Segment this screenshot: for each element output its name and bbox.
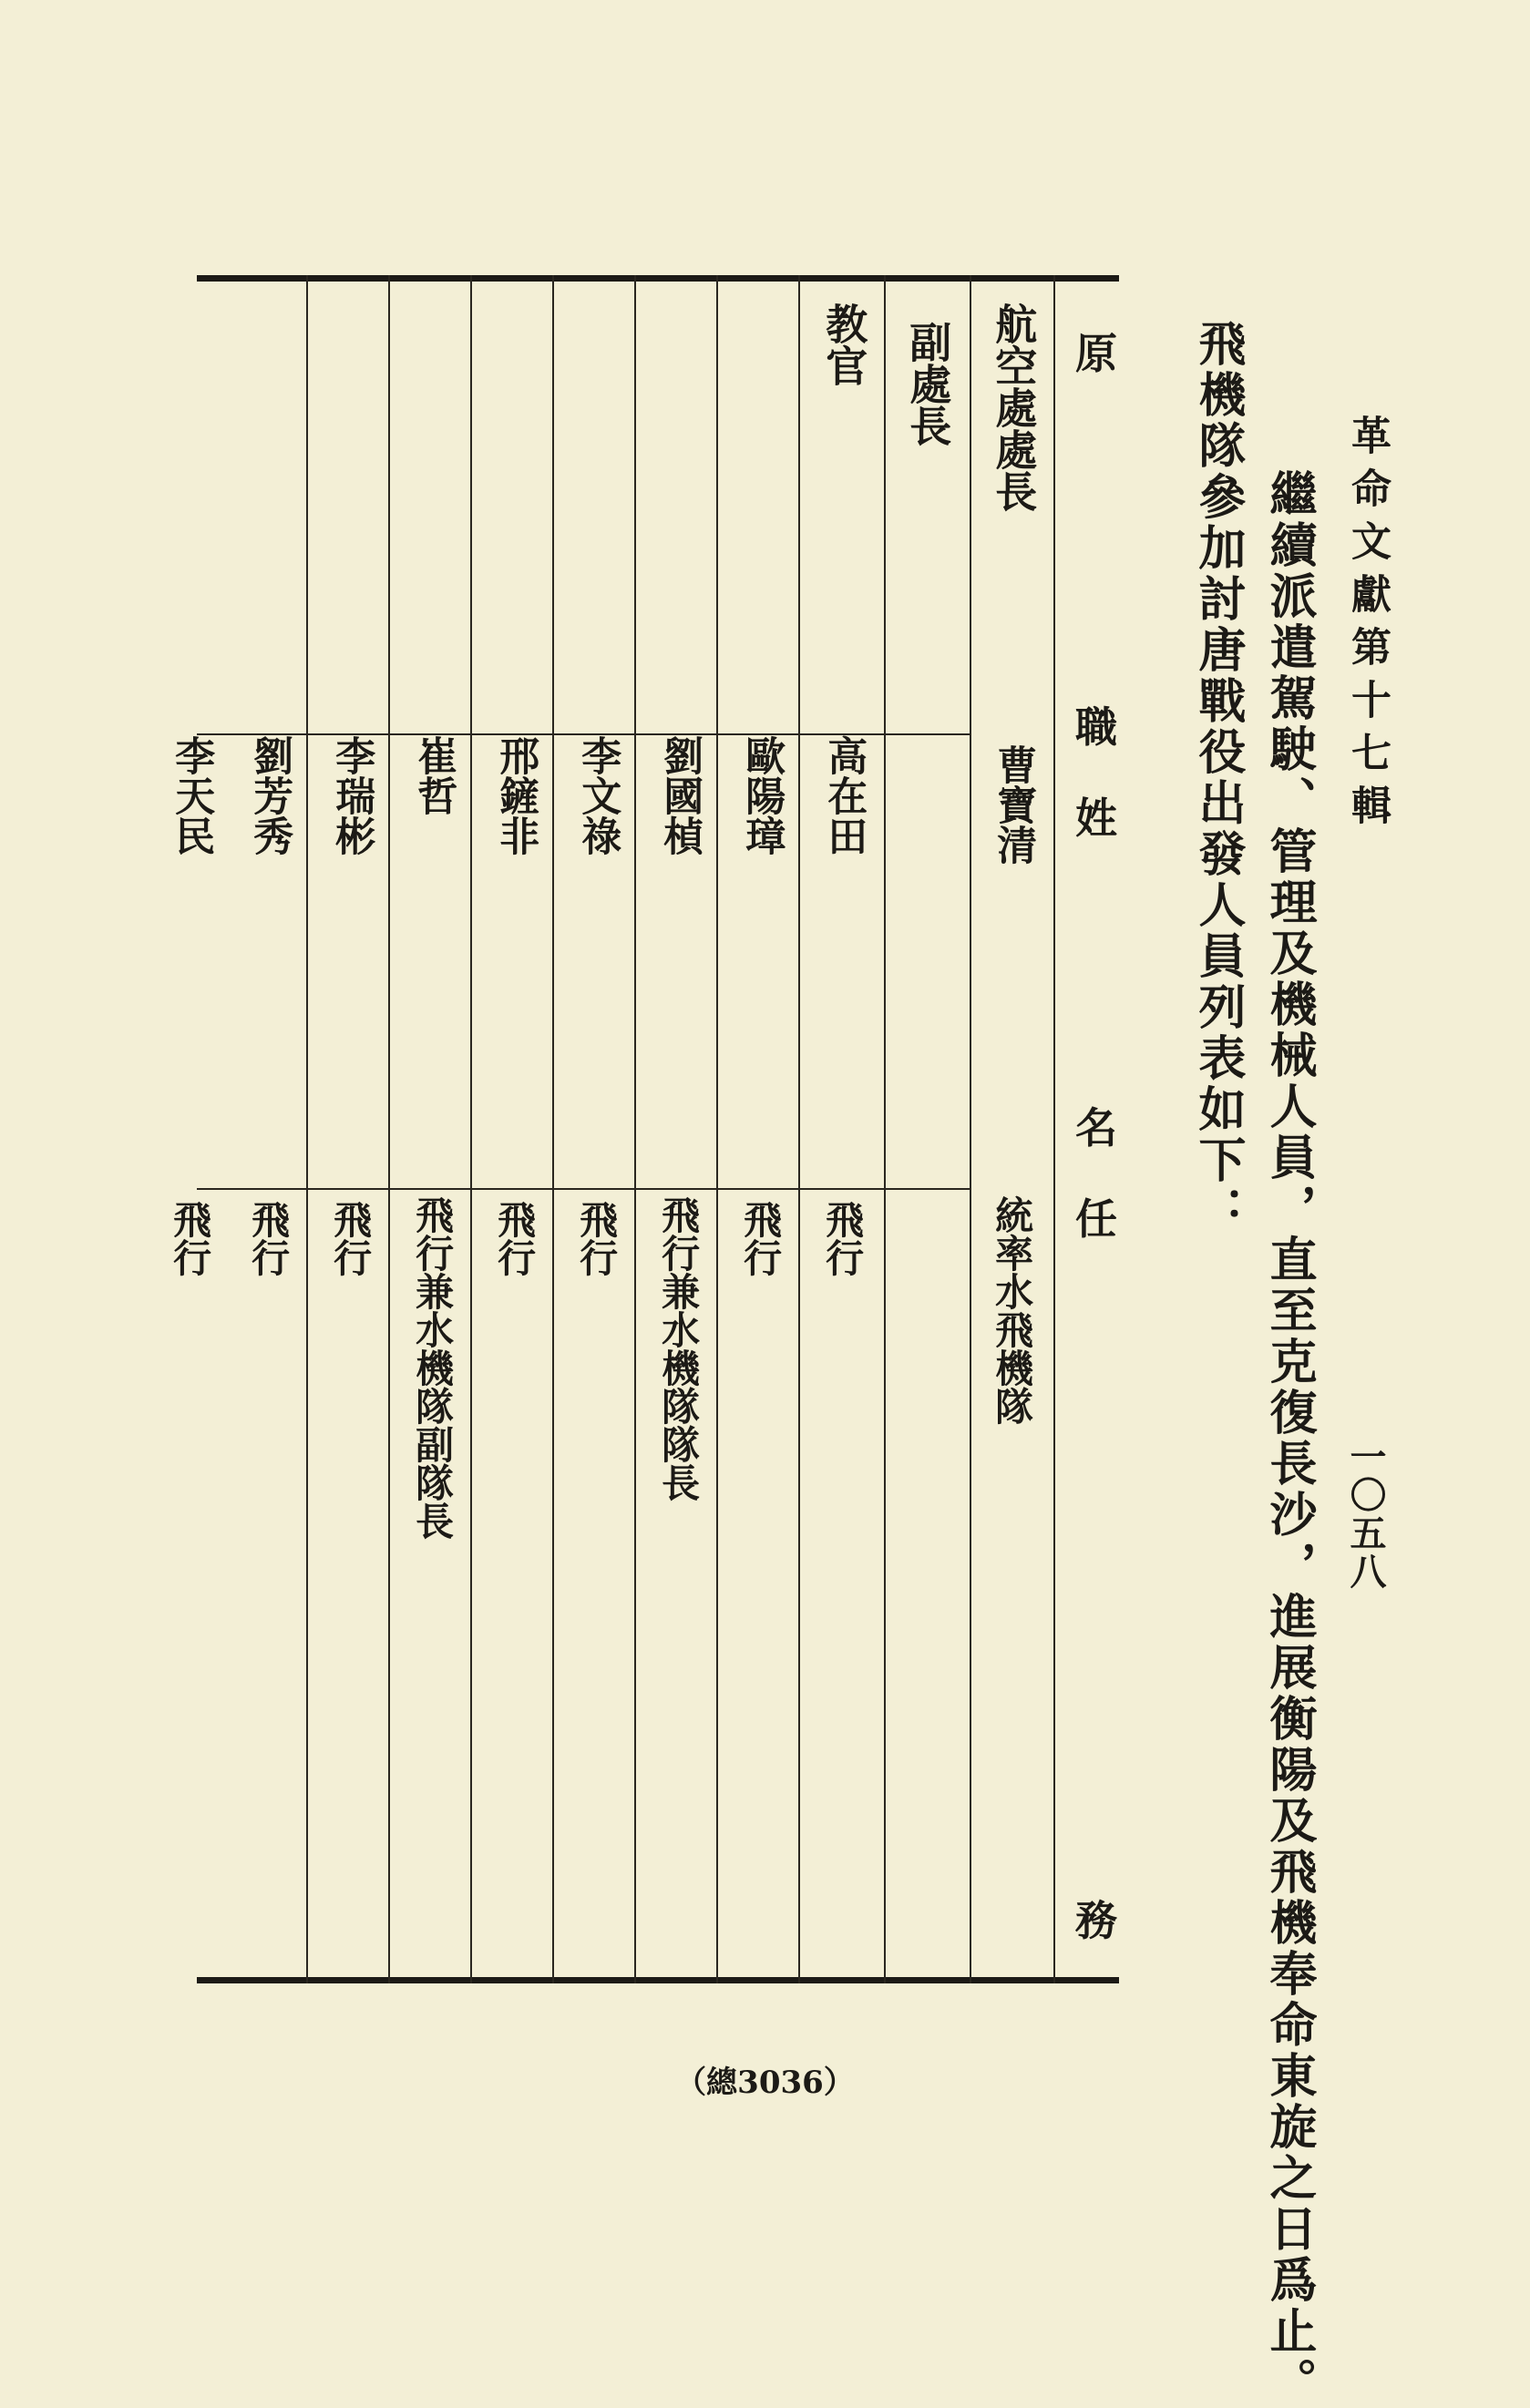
header-name-bottom: 名 <box>1075 1103 1117 1153</box>
row-10-name: 劉芳秀 <box>246 735 293 856</box>
row-11-name: 李天民 <box>168 735 215 856</box>
row-5-duty-text: 飛行兼水機隊隊長 <box>656 1195 702 1501</box>
row-7-duty: 飛行 <box>492 1200 538 1276</box>
row-3-category: 教官 <box>819 302 869 386</box>
row-divider <box>197 1188 970 1190</box>
row-9-name: 李瑞彬 <box>328 735 375 856</box>
row-5-name: 劉國楨 <box>656 735 703 856</box>
header-duty-top: 任 <box>1075 1194 1117 1244</box>
column-divider <box>634 275 636 1983</box>
row-1-category: 航空處處長 <box>989 302 1039 512</box>
page-number: 一〇五八 <box>1344 1438 1387 1591</box>
header-category: 原 <box>1075 329 1117 378</box>
row-2-category: 副處長 <box>903 321 953 446</box>
table-bottom-rule <box>197 1977 1119 1983</box>
row-8-duty: 飛行兼水機隊副隊長 <box>410 1195 456 1540</box>
column-divider <box>470 275 472 1983</box>
column-divider <box>970 275 971 1983</box>
row-4-duty: 飛行 <box>738 1200 784 1276</box>
row-10-duty: 飛行 <box>246 1200 292 1276</box>
row-3-duty: 飛行 <box>820 1200 866 1276</box>
table-top-rule <box>197 275 1119 282</box>
footer-total-page: （總3036） <box>675 2065 855 2101</box>
row-9-duty: 飛行 <box>328 1200 374 1276</box>
body-text-line-1: 繼續派遣駕駛、管理及機械人員，直至克復長沙，進展衡陽及飛機奉命東旋之日爲止。 <box>1261 469 1317 2408</box>
row-6-name: 李文祿 <box>574 735 621 856</box>
row-7-name: 邢鏟非 <box>492 735 539 856</box>
row-1-name: 曹寶清 <box>990 744 1037 865</box>
row-6-duty: 飛行 <box>574 1200 620 1276</box>
column-divider <box>716 275 718 1983</box>
header-duty-bottom: 務 <box>1075 1896 1117 1945</box>
column-divider <box>388 275 390 1983</box>
row-8-name: 崔哲 <box>410 735 457 815</box>
column-divider <box>1053 275 1055 1983</box>
personnel-table <box>168 275 1119 1983</box>
header-category-2: 職 <box>1075 702 1117 752</box>
body-text-line-2: 飛機隊參加討唐戰役出發人員列表如下： <box>1190 319 1246 1237</box>
column-divider <box>552 275 554 1983</box>
column-divider <box>306 275 308 1983</box>
header-name-top: 姓 <box>1075 794 1117 843</box>
row-4-name: 歐陽璋 <box>738 735 786 856</box>
row-11-duty: 飛行 <box>168 1200 213 1276</box>
column-divider <box>884 275 886 1983</box>
row-1-duty: 統率水飛機隊 <box>990 1195 1035 1425</box>
running-header-title: 革命文獻第十七輯 <box>1344 415 1391 837</box>
row-3-name: 高在田 <box>820 735 868 856</box>
row-5-duty <box>656 1195 702 1501</box>
column-divider <box>798 275 800 1983</box>
